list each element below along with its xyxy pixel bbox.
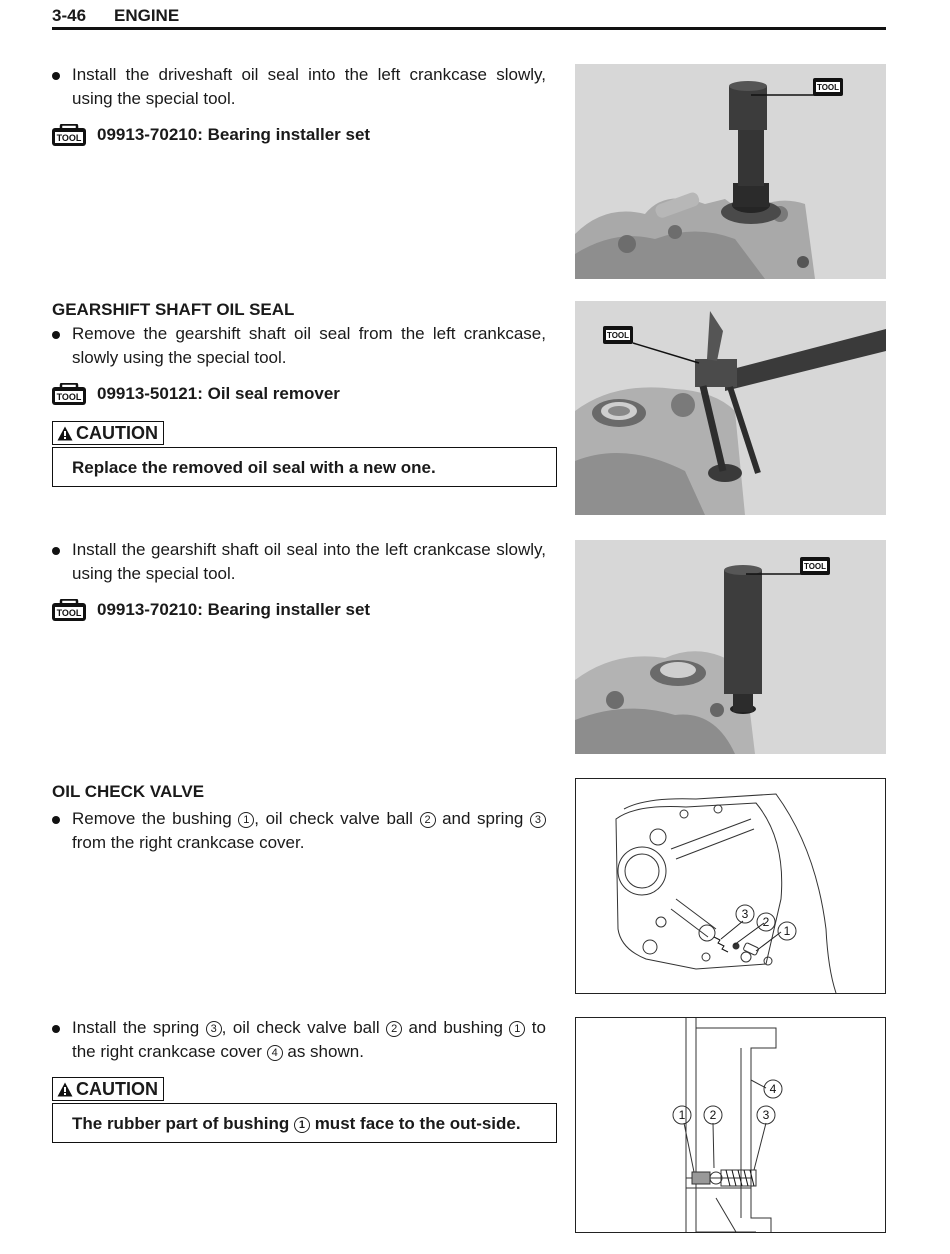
header-rule [52,27,886,30]
tool-text: 09913-70210: Bearing installer set [97,125,371,144]
caution-label-text: CAUTION [76,423,158,443]
step-remove-oil-check-valve [52,807,546,854]
caution-label [52,421,164,445]
step-text: Remove the bushing 1 , oil check valve ball 2 and spring 3 from the right crankcase cover. [72,807,546,854]
svg-text:2: 2 [709,1108,717,1122]
svg-text:TOOL: TOOL [606,331,630,340]
svg-text:1: 1 [678,1108,686,1122]
step-text: Install the gearshift shaft oil seal into the left crankcase slowly, using the special tool. [72,540,546,583]
caution-label [52,1077,164,1101]
svg-text:3: 3 [762,1108,770,1122]
callout-number: 2 [420,812,436,828]
step-install-oil-check-valve [52,1016,546,1063]
step-text: Install the spring 3 , oil check valve ball 2 and bushing 1 to the right crankcase cover 4 as shown. [72,1018,546,1061]
section-title: ENGINE [114,6,180,25]
callout-number: 4 [267,1045,283,1061]
caution-text: Replace the removed oil seal with a new one. [72,458,436,477]
caution-label-text: CAUTION [76,1079,158,1099]
bullet-icon [52,816,60,824]
page-number: 3-46 [52,6,87,25]
step-text: Install the driveshaft oil seal into the left crankcase slowly, using the special tool. [72,65,546,108]
svg-text:TOOL: TOOL [56,133,82,143]
photo-gearshift-seal-install [575,540,886,754]
caution-box [52,447,557,487]
tool-icon [52,124,86,146]
drawing-check-valve-section [575,1017,886,1233]
svg-text:4: 4 [769,1082,777,1096]
svg-text:TOOL: TOOL [803,562,827,571]
step-install-gearshift-seal [52,538,546,585]
photo-gearshift-seal-remove [575,301,886,515]
heading-oil-check-valve: OIL CHECK VALVE [52,782,205,801]
bullet-icon [52,72,60,80]
page-header [52,4,886,26]
callout-number: 2 [386,1021,402,1037]
heading-gearshift-shaft-oil-seal: GEARSHIFT SHAFT OIL SEAL [52,300,295,319]
callout-number: 1 [238,812,254,828]
svg-text:TOOL: TOOL [56,608,82,618]
drawing-crankcase-cover-valve [575,778,886,994]
caution-box [52,1103,557,1143]
photo-driveshaft-seal-install [575,64,886,279]
callout-number: 3 [206,1021,222,1037]
step-remove-gearshift-seal [52,322,546,369]
step-install-driveshaft-seal [52,63,546,110]
warning-triangle-icon [57,426,73,441]
tool-text: 09913-50121: Oil seal remover [97,384,340,403]
svg-text:1: 1 [783,924,791,938]
callout-number: 1 [294,1117,310,1133]
svg-text:2: 2 [762,915,770,929]
svg-text:TOOL: TOOL [816,83,840,92]
svg-text:TOOL: TOOL [56,392,82,402]
bullet-icon [52,547,60,555]
tool-icon [52,599,86,621]
step-text: Remove the gearshift shaft oil seal from the left crankcase, slowly using the special tool. [72,324,546,367]
bullet-icon [52,1025,60,1033]
tool-text: 09913-70210: Bearing installer set [97,600,371,619]
callout-number: 1 [509,1021,525,1037]
callout-number: 3 [530,812,546,828]
bullet-icon [52,331,60,339]
tool-icon [52,383,86,405]
caution-text: The rubber part of bushing 1 must face to the out-side. [72,1114,521,1133]
svg-text:3: 3 [741,907,749,921]
warning-triangle-icon [57,1082,73,1097]
